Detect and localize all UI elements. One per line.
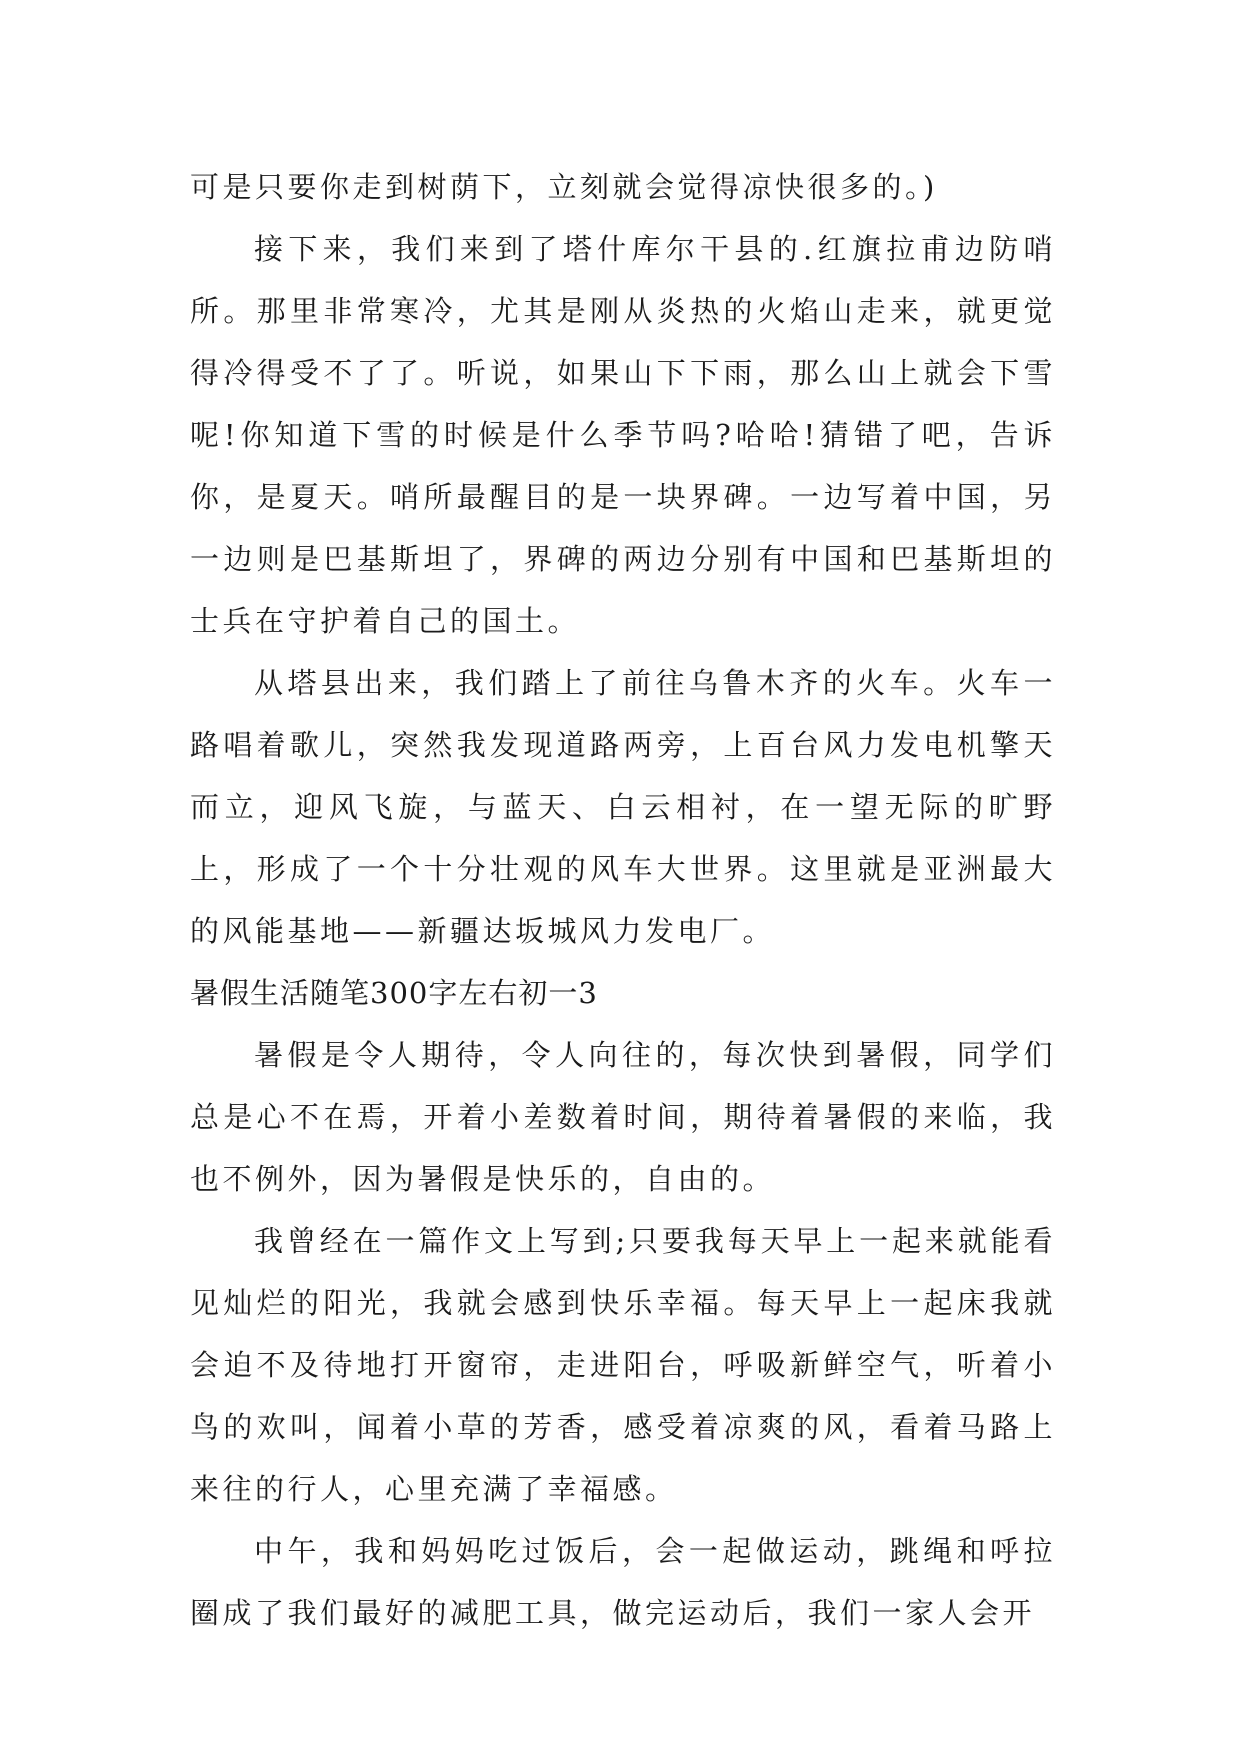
document-body (190, 156, 1056, 1644)
paragraph-2: 接下来，我们来到了塔什库尔干县的.红旗拉甫边防哨所。那里非常寒冷，尤其是刚从炎热的火焰山走来，就更觉得冷得受不了了。听说，如果山下下雨，那么山上就会下雪呢!你知道下雪的时候是什么季节吗?哈哈!猜错了吧，告诉你，是夏天。哨所最醒目的是一块界碑。一边写着中国，另一边则是巴基斯坦了，界碑的两边分别有中国和巴基斯坦的士兵在守护着自己的国土。 (190, 232, 1056, 638)
paragraph-1: 可是只要你走到树荫下，立刻就会觉得凉快很多的。) (190, 170, 938, 204)
paragraph-3: 从塔县出来，我们踏上了前往乌鲁木齐的火车。火车一路唱着歌儿，突然我发现道路两旁，上百台风力发电机擎天而立，迎风飞旋，与蓝天、白云相衬，在一望无际的旷野上，形成了一个十分壮观的风车大世界。这里就是亚洲最大的风能基地——新疆达坂城风力发电厂。 (190, 666, 1056, 948)
section-paragraph-1: 暑假是令人期待，令人向往的，每次快到暑假，同学们总是心不在焉，开着小差数着时间，期待着暑假的来临，我也不例外，因为暑假是快乐的，自由的。 (190, 1038, 1056, 1196)
section-title: 暑假生活随笔300字左右初一3 (190, 976, 598, 1010)
section-paragraph-3: 中午，我和妈妈吃过饭后，会一起做运动，跳绳和呼拉圈成了我们最好的减肥工具，做完运动后，我们一家人会开 (190, 1534, 1056, 1630)
section-paragraph-2: 我曾经在一篇作文上写到;只要我每天早上一起来就能看见灿烂的阳光，我就会感到快乐幸福。每天早上一起床我就会迫不及待地打开窗帘，走进阳台，呼吸新鲜空气，听着小鸟的欢叫，闻着小草的芳香，感受着凉爽的风，看着马路上来往的行人，心里充满了幸福感。 (190, 1224, 1056, 1506)
